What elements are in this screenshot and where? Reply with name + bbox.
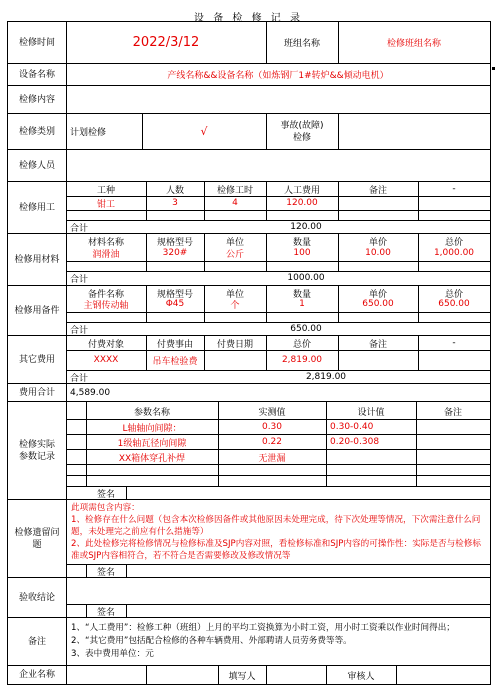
params-label: 检修实际 参数记录 bbox=[8, 402, 67, 499]
other-cell[interactable]: 吊车检验费 bbox=[152, 356, 198, 367]
labor-label: 检修用工 bbox=[8, 182, 67, 233]
type-fault-check[interactable] bbox=[338, 114, 490, 149]
section-parts bbox=[8, 286, 490, 336]
row-cost-total bbox=[8, 384, 490, 402]
params-header-2: 设计值 bbox=[357, 407, 385, 418]
labor-header-0: 工种 bbox=[96, 185, 115, 196]
labor-header-1: 人数 bbox=[165, 185, 184, 196]
people-label: 检修人员 bbox=[8, 150, 67, 181]
params-header-3: 备注 bbox=[443, 407, 462, 418]
materials-header-5: 总价 bbox=[444, 237, 463, 248]
row-equipment bbox=[8, 64, 490, 86]
issues-line: 2、此处检修完将检修情况与检修标准及SJP内容对照，看检修标准和SJP内容的可操作性：实际是否与检修标准或SJP内容相符合，若不符合是否需要修改及修改情况等 bbox=[71, 539, 481, 561]
parts-header-5: 总价 bbox=[444, 289, 463, 300]
params-sign-label: 签名 bbox=[96, 489, 115, 500]
other-header-1: 付费事由 bbox=[156, 339, 193, 350]
params-cell[interactable]: L轴轴向间隙： bbox=[122, 423, 182, 434]
params-cell[interactable]: 0.20-0.308 bbox=[330, 437, 380, 447]
maintenance-record-form bbox=[7, 21, 491, 685]
parts-header-4: 单价 bbox=[368, 289, 387, 300]
team-label: 班组名称 bbox=[283, 39, 320, 49]
parts-header-3: 数量 bbox=[292, 289, 311, 300]
form-title: 设 备 检 修 记 录 bbox=[194, 13, 303, 24]
labor-total-value: 120.00 bbox=[290, 222, 322, 232]
acceptance-label: 验收结论 bbox=[8, 578, 67, 617]
materials-label: 检修用材料 bbox=[8, 234, 67, 285]
company-label: 企业名称 bbox=[8, 666, 67, 684]
filler-label: 填写人 bbox=[228, 671, 256, 682]
time-value[interactable]: 2022/3/12 bbox=[132, 35, 200, 50]
materials-total-value: 1000.00 bbox=[287, 273, 325, 283]
materials-total-label: 合计 bbox=[70, 274, 89, 285]
params-cell[interactable]: 0.30 bbox=[261, 422, 283, 432]
row-type bbox=[8, 114, 490, 150]
other-header-4: 备注 bbox=[368, 339, 387, 350]
params-header-1: 实测值 bbox=[258, 407, 286, 418]
parts-cell[interactable]: 650.00 bbox=[362, 299, 394, 309]
issues-sign-label: 签名 bbox=[96, 567, 115, 578]
remark-line: 3、表中费用单位：元 bbox=[71, 649, 154, 659]
params-cell[interactable]: 无泄漏 bbox=[258, 453, 286, 464]
row-people bbox=[8, 150, 490, 182]
issues-label: 检修遗留问 题 bbox=[8, 500, 67, 577]
issues-line: 此项需包含内容： bbox=[71, 503, 140, 513]
type-planned-label: 计划检修 bbox=[70, 128, 107, 138]
params-cell[interactable]: 1级轴瓦径向间隙 bbox=[117, 438, 187, 449]
cost-total-value: 4,589.00 bbox=[70, 387, 111, 398]
materials-header-4: 单价 bbox=[368, 237, 387, 248]
materials-header-1: 规格型号 bbox=[156, 237, 193, 248]
content-label: 检修内容 bbox=[8, 86, 67, 113]
parts-cell[interactable]: 1 bbox=[299, 299, 305, 309]
team-value[interactable]: 检修班组名称 bbox=[386, 39, 441, 49]
other-header-5: - bbox=[452, 338, 456, 348]
equipment-value[interactable]: 产线名称&&设备名称（如炼钢厂1#转炉&&倾动电机） bbox=[167, 71, 389, 81]
remark-line: 2、“其它费用”包括配合检修的各种车辆费用、外部聘请人员劳务费等等。 bbox=[71, 636, 352, 646]
company-value[interactable] bbox=[66, 666, 146, 684]
params-cell[interactable]: XX箱体穿孔补焊 bbox=[118, 453, 186, 464]
materials-header-0: 材料名称 bbox=[87, 237, 124, 248]
section-remarks bbox=[8, 618, 490, 666]
params-header-0: 参数名称 bbox=[133, 407, 170, 418]
other-header-3: 总价 bbox=[292, 339, 311, 350]
labor-cell[interactable]: 120.00 bbox=[286, 198, 318, 208]
labor-header-2: 检修工时 bbox=[216, 185, 253, 196]
other-header-2: 付费日期 bbox=[216, 339, 253, 350]
section-params bbox=[8, 402, 490, 500]
other-cell[interactable]: 2,819.00 bbox=[281, 355, 323, 365]
row-footer bbox=[8, 666, 490, 684]
parts-cell[interactable]: 650.00 bbox=[438, 299, 470, 309]
section-materials bbox=[8, 234, 490, 286]
remarks-label: 备注 bbox=[8, 618, 67, 665]
cost-total-label: 费用合计 bbox=[8, 384, 67, 401]
acceptance-sign-label: 签名 bbox=[96, 607, 115, 618]
parts-total-value: 650.00 bbox=[290, 324, 322, 334]
other-total-label: 合计 bbox=[70, 373, 89, 384]
section-issues bbox=[8, 500, 490, 578]
parts-header-2: 单位 bbox=[225, 289, 244, 300]
equipment-label: 设备名称 bbox=[8, 64, 67, 85]
other-cell[interactable]: XXXX bbox=[93, 355, 119, 365]
row-content bbox=[8, 86, 490, 114]
content-value[interactable] bbox=[66, 86, 490, 113]
other-total-value: 2,819.00 bbox=[305, 372, 347, 382]
other-header-0: 付费对象 bbox=[87, 339, 124, 350]
materials-header-3: 数量 bbox=[292, 237, 311, 248]
labor-header-4: 备注 bbox=[368, 185, 387, 196]
materials-header-2: 单位 bbox=[225, 237, 244, 248]
section-other-fees bbox=[8, 336, 490, 384]
labor-cell[interactable]: 3 bbox=[172, 198, 178, 208]
time-label: 检修时间 bbox=[8, 22, 67, 63]
row-time bbox=[8, 22, 490, 64]
params-cell[interactable]: 0.22 bbox=[261, 437, 283, 447]
reviewer-label: 审核人 bbox=[347, 671, 375, 682]
remarks-text bbox=[71, 622, 486, 661]
materials-cell[interactable]: 润滑油 bbox=[92, 249, 120, 260]
marker-dot bbox=[492, 67, 495, 70]
materials-cell[interactable]: 320# bbox=[162, 248, 188, 258]
type-fault-label: 事故(故障) 检修 bbox=[280, 120, 324, 143]
parts-label: 检修用备件 bbox=[8, 286, 67, 335]
materials-cell[interactable]: 公斤 bbox=[225, 249, 244, 260]
labor-cell[interactable]: 4 bbox=[232, 198, 238, 208]
materials-cell[interactable]: 100 bbox=[293, 248, 311, 258]
section-acceptance bbox=[8, 578, 490, 618]
labor-total-label: 合计 bbox=[70, 223, 89, 234]
materials-cell[interactable]: 1,000.00 bbox=[433, 248, 475, 258]
parts-total-label: 合计 bbox=[70, 325, 89, 336]
other-cell[interactable] bbox=[204, 353, 266, 367]
other-label: 其它费用 bbox=[8, 336, 67, 383]
labor-header-5: - bbox=[452, 184, 456, 194]
parts-header-0: 备件名称 bbox=[87, 289, 124, 300]
issues-text[interactable] bbox=[71, 502, 486, 562]
parts-header-1: 规格型号 bbox=[156, 289, 193, 300]
labor-header-3: 人工费用 bbox=[283, 185, 320, 196]
materials-cell[interactable]: 10.00 bbox=[365, 248, 391, 258]
labor-cell[interactable]: 钳工 bbox=[96, 199, 115, 210]
params-cell[interactable]: 0.30-0.40 bbox=[330, 422, 374, 432]
parts-cell[interactable]: 主钢传动轴 bbox=[83, 300, 129, 311]
section-labor bbox=[8, 182, 490, 234]
type-planned-check[interactable]: √ bbox=[200, 125, 208, 138]
remark-line: 1、“人工费用”：检修工种（班组）上月的平均工资换算为小时工资，用小时工资乘以作业时间得出； bbox=[71, 623, 455, 633]
type-label: 检修类别 bbox=[8, 114, 67, 149]
people-value[interactable] bbox=[66, 150, 490, 181]
issues-line: 1、检修存在什么问题（包含本次检修因备件或其他原因未处理完成，待下次处理等情况，下次需注意什么问题，未处理完之前应有什么措施等） bbox=[71, 515, 481, 537]
parts-cell[interactable]: Φ45 bbox=[165, 299, 185, 309]
parts-cell[interactable]: 个 bbox=[230, 300, 240, 311]
